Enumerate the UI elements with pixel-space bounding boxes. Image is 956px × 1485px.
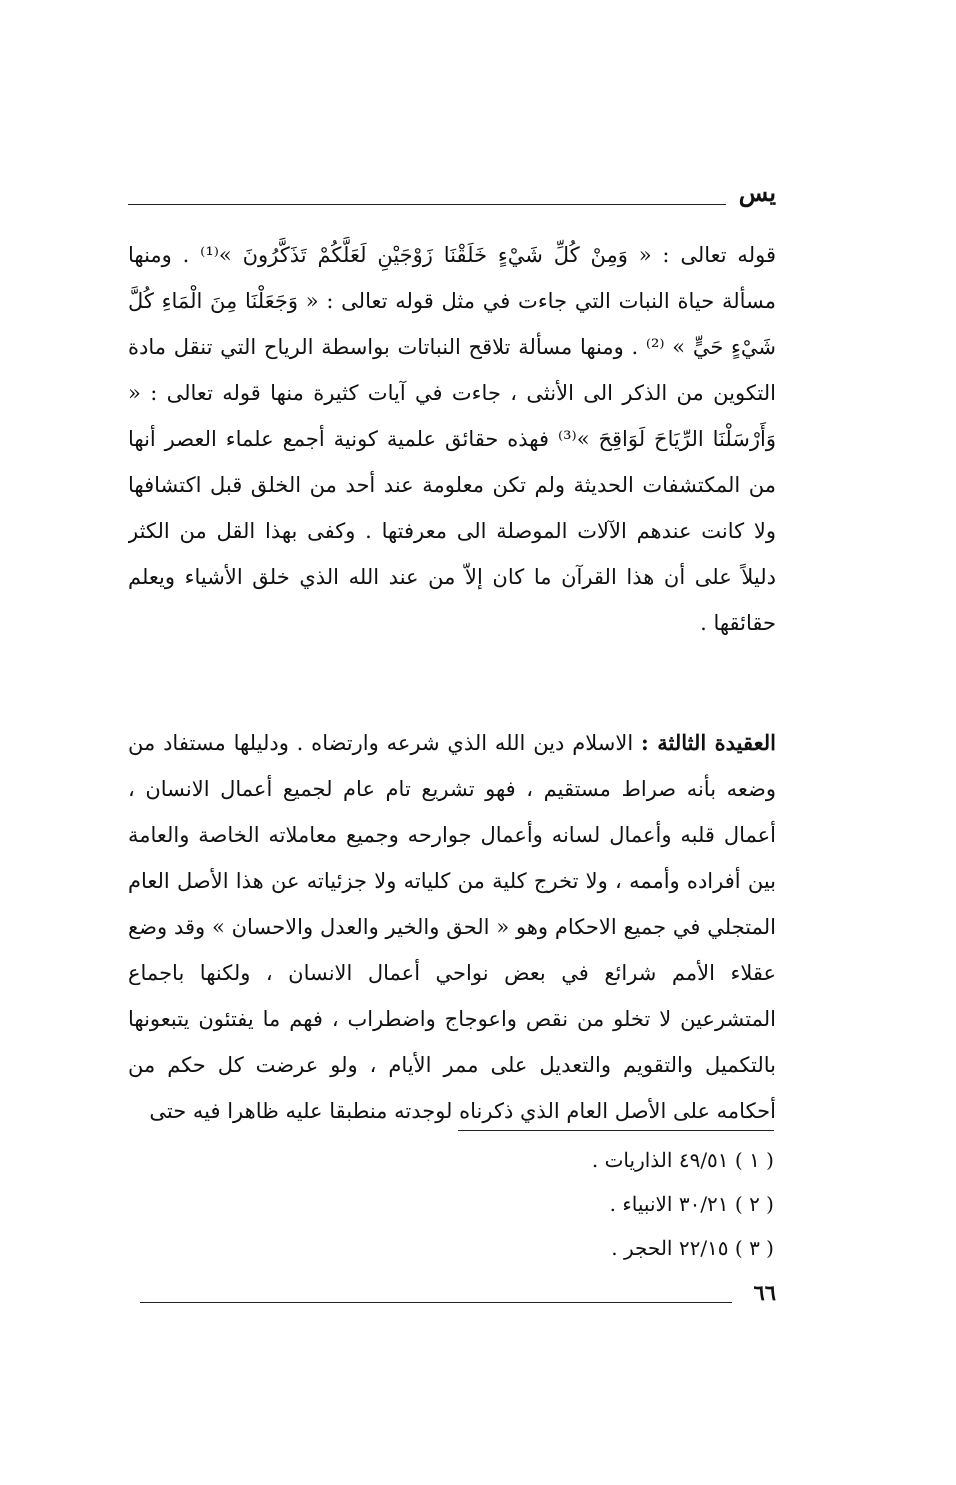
running-header — [128, 178, 776, 212]
footnote-3: ( ٣ ) ٢٢/١٥ الحجر . — [611, 1236, 774, 1260]
paragraph-2-heading: العقيدة الثالثة : — [641, 730, 776, 755]
header-rule — [128, 204, 726, 205]
footnote-2: ( ٢ ) ٣٠/٢١ الانبياء . — [609, 1192, 774, 1216]
footer-rule — [140, 1302, 732, 1303]
page-number: ٦٦ — [753, 1280, 776, 1305]
page-footer — [140, 1278, 776, 1312]
footnotes — [440, 1138, 774, 1270]
surah-title: يس — [738, 178, 776, 207]
footnote-1: ( ١ ) ٤٩/٥١ الذاريات . — [591, 1148, 774, 1172]
paragraph-2-text: الاسلام دين الله الذي شرعه وارتضاه . ودليلها مستفاد من وضعه بأنه صراط مستقيم ، فهو تشريع تام عام لجميع أعمال الانسان ، أعمال قلبه وأعمال لسانه وأعمال جوارحه وجميع معاملاته الخاصة والعامة بين أفراده وأممه ، ولا تخرج كلية من كلياته ولا جزئياته عن هذا الأصل العام المتجلي في جميع الاحكام وهو « الحق والخير والعدل والاحسان » وقد وضع عقلاء الأمم شرائع في بعض نواحي أعمال الانسان ، ولكنها باجماع المتشرعين لا تخلو من نقص واعوجاج واضطراب ، فهم ما يفتئون يتبعونها بالتكميل والتقويم والتعديل على ممر الأيام ، ولو عرضت كل حكم من أحكامه على الأصل العام الذي ذكرناه لوجدته منطبقا عليه ظاهرا فيه حتى — [128, 731, 776, 1123]
paragraph-1: قوله تعالى : « وَمِنْ كُلِّ شَيْءٍ خَلَقْنَا زَوْجَيْنِ لَعَلَّكُمْ تَذَكَّرُونَ »⁽¹⁾ . ومنها مسألة حياة النبات التي جاءت في مثل قوله تعالى : « وَجَعَلْنَا مِنَ الْمَاءِ كُلَّ شَيْءٍ حَيٍّ » ⁽²⁾ . ومنها مسألة تلاقح النباتات بواسطة الرياح التي تنقل مادة التكوين من الذكر الى الأنثى ، جاءت في آيات كثيرة منها قوله تعالى : « وَأَرْسَلْنَا الرِّيَاحَ لَوَاقِحَ »⁽³⁾ فهذه حقائق علمية كونية أجمع علماء العصر أنها من المكتشفات الحديثة ولم تكن معلومة عند أحد من الخلق قبل اكتشافها ولا كانت عندهم الآلات الموصلة الى معرفتها . وكفى بهذا القل من الكثر دليلاً على أن هذا القرآن ما كان إلاّ من عند الله الذي خلق الأشياء ويعلم حقائقها . — [128, 243, 776, 635]
paragraph-2 — [128, 720, 776, 1134]
footnote-rule — [458, 1130, 774, 1131]
main-text — [128, 232, 776, 1134]
